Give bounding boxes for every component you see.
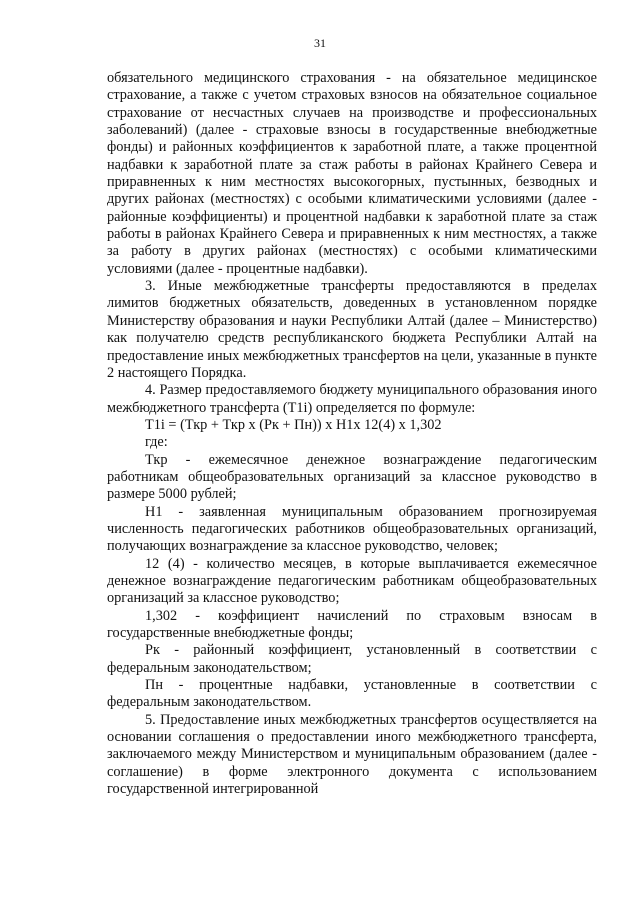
definition-pn: Пн - процентные надбавки, установленные в соответствии с федеральным законодательством. — [107, 677, 597, 711]
definition-tkr: Ткр - ежемесячное денежное вознаграждение педагогическим работникам общеобразовательных организаций за классное руководство в размере 5000 рублей; — [107, 451, 597, 503]
paragraph-clause-3: 3. Иные межбюджетные трансферты предоставляются в пределах лимитов бюджетных обязательств, доведенных в установленном порядке Министерству образования и науки Республики Алтай (далее – Министерство) как получателю средств республиканского бюджета Республики Алтай на предоставление иных межбюджетных трансфертов на цели, указанные в пункте 2 настоящего Порядка. — [107, 278, 597, 381]
definition-months: 12 (4) - количество месяцев, в которые выплачивается ежемесячное денежное вознаграждение педагогическим работникам общеобразовательных организаций за классное руководство; — [107, 555, 597, 607]
page-number: 31 — [314, 36, 326, 50]
definition-n1: Н1 - заявленная муниципальным образованием прогнозируемая численность педагогических работников общеобразовательных организаций, получающих вознаграждение за классное руководство, человек; — [107, 503, 597, 555]
paragraph-insurance-continuation: обязательного медицинского страхования - на обязательное медицинское страхование, а также с учетом страховых взносов на обязательное социальное страхование от несчастных случаев на производстве и профессиональных заболеваний) (далее - страховые взносы в государственные внебюджетные фонды) и районных коэффициентов к заработной плате, а также процентной надбавки к заработной плате за стаж работы в районах Крайнего Севера и приравненных к ним местностях высокогорных, пустынных, безводных и других районах (местностях) с особыми климатическими условиями (далее - районные коэффициенты) и процентной надбавки к заработной плате за стаж работы в районах Крайнего Севера и приравненных к ним местностях, а также за работу в других районах (местностях) с особыми климатическими условиями (далее - процентные надбавки). — [107, 70, 597, 277]
definition-rk: Рк - районный коэффициент, установленный в соответствии с федеральным законодательством; — [107, 642, 597, 676]
definition-coefficient: 1,302 - коэффициент начислений по страховым взносам в государственные внебюджетные фонды; — [107, 607, 597, 641]
paragraph-clause-4: 4. Размер предоставляемого бюджету муниципального образования иного межбюджетного трансферта (T1i) определяется по формуле: — [107, 382, 597, 416]
formula-line: T1i = (Ткр + Ткр х (Рк + Пн)) х Н1х 12(4) х 1,302 — [145, 416, 442, 433]
paragraph-clause-5: 5. Предоставление иных межбюджетных трансфертов осуществляется на основании соглашения о предоставлении иного межбюджетного трансферта, заключаемого между Министерством и муниципальным образованием (далее - соглашение) в форме электронного документа с использованием государственной интегрированной — [107, 711, 597, 798]
document-body — [107, 70, 597, 798]
formula-where: где: — [145, 434, 168, 451]
